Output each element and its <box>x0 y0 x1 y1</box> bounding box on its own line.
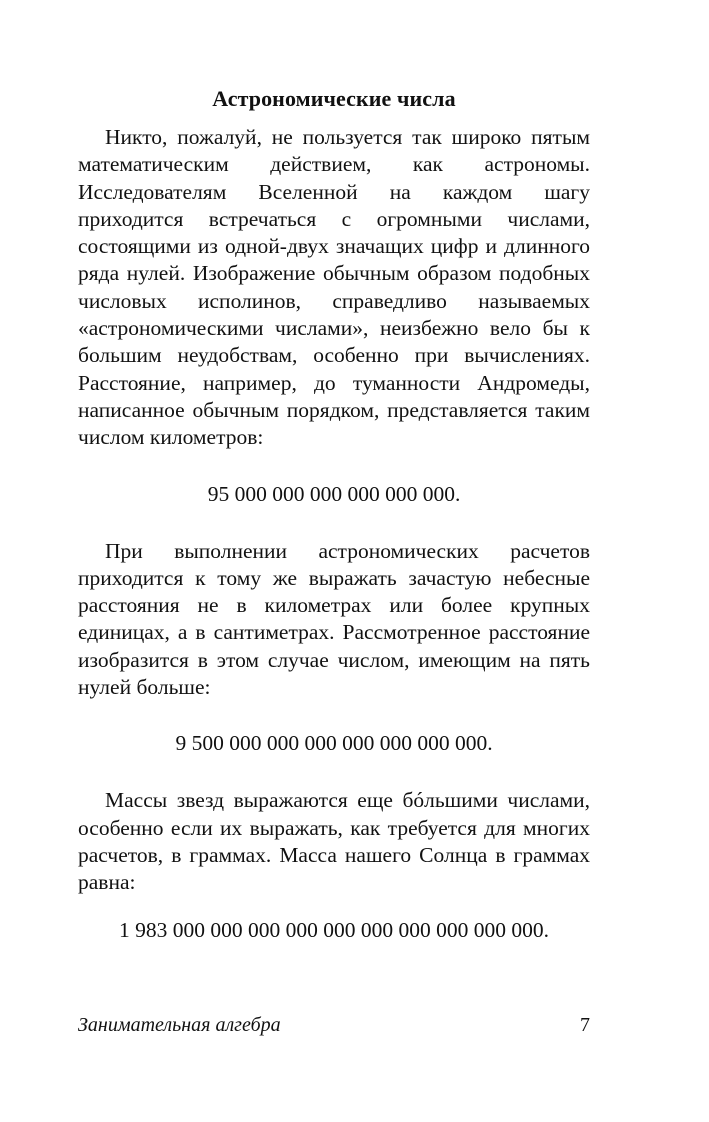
section-heading: Астрономические числа <box>212 86 456 111</box>
paragraph-centimeters: При выполнении астрономических расчетов приходится к тому же выражать зачастую небесные расстояния не в километрах или более крупных единицах, а в сантиметрах. Рассмотренное расстояние изобразится в этом случае числом, имеющим на пять нулей больше: <box>78 538 590 700</box>
number-distance-km: 95 000 000 000 000 000 000. <box>207 481 461 506</box>
page-body <box>78 84 590 944</box>
paragraph-intro: Никто, пожалуй, не пользуется так широко пятым математическим действием, как астрономы. Исследователям Вселенной на каждом шагу приходится встречаться с огромными числами, состоящими из одной-двух значащих цифр и длинного ряда нулей. Изображение обычным образом подобных числовых исполинов, справедливо называемых «астрономическими числами», неизбежно вело бы к большим неудобствам, особенно при вычислениях. Расстояние, например, до туманности Андромеды, написанное обычным порядком, представляется таким числом километров: <box>78 125 590 450</box>
page-number: 7 <box>580 1014 590 1036</box>
paragraph-star-mass: Массы звезд выражаются еще бóльшими числами, особенно если их выражать, как требуется для многих расчетов, в граммах. Масса нашего Солнца в граммах равна: <box>78 788 590 895</box>
number-distance-cm: 9 500 000 000 000 000 000 000 000. <box>175 731 493 756</box>
running-footer-title: Занимательная алгебра <box>78 1014 281 1036</box>
number-sun-mass: 1 983 000 000 000 000 000 000 000 000 000 000. <box>119 917 549 942</box>
